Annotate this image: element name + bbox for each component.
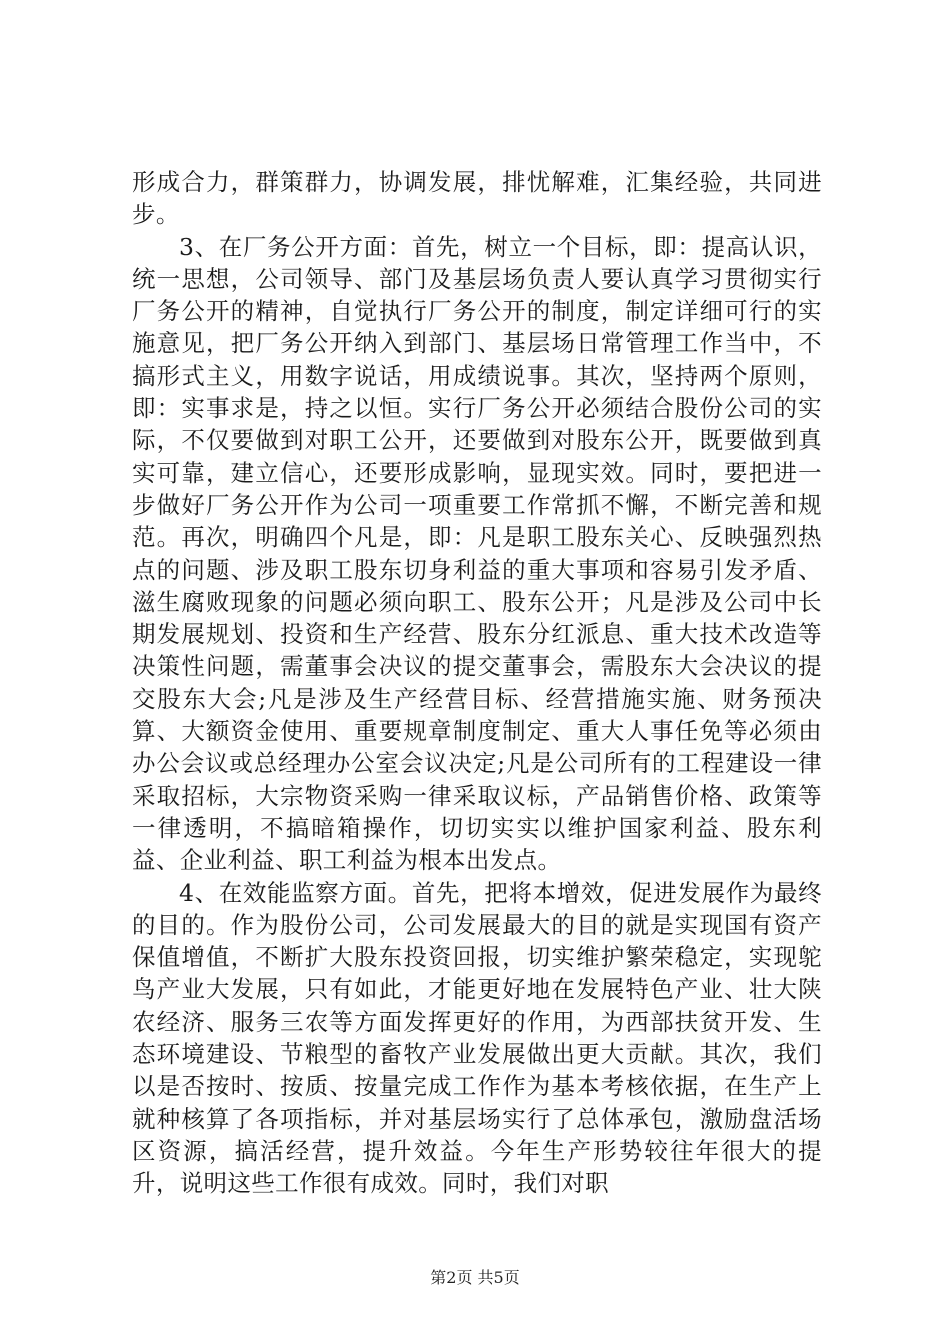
paragraph-continuation: 形成合力，群策群力，协调发展，排忧解难，汇集经验，共同进步。 xyxy=(132,168,822,229)
page-footer: 第2页 共5页 xyxy=(430,1268,520,1287)
document-body xyxy=(132,166,822,1200)
paragraph-factory-affairs-disclosure: 3、在厂务公开方面：首先，树立一个目标，即：提高认识，统一思想，公司领导、部门及基层场负责人要认真学习贯彻实行厂务公开的精神，自觉执行厂务公开的制度，制定详细可行的实施意见，把厂务公开纳入到部门、基层场日常管理工作当中，不搞形式主义，用数字说话，用成绩说事。其次，坚持两个原则，即：实事求是，持之以恒。实行厂务公开必须结合股份公司的实际，不仅要做到对职工公开，还要做到对股东公开，既要做到真实可靠，建立信心，还要形成影响，显现实效。同时，要把进一步做好厂务公开作为公司一项重要工作常抓不懈，不断完善和规范。再次，明确四个凡是，即：凡是职工股东关心、反映强烈热点的问题、涉及职工股东切身利益的重大事项和容易引发矛盾、滋生腐败现象的问题必须向职工、股东公开；凡是涉及公司中长期发展规划、投资和生产经营、股东分红派息、重大技术改造等决策性问题，需董事会决议的提交董事会，需股东大会决议的提交股东大会;凡是涉及生产经营目标、经营措施实施、财务预决算、大额资金使用、重要规章制度制定、重大人事任免等必须由办公会议或总经理办公室会议决定;凡是公司所有的工程建设一律采取招标，大宗物资采购一律采取议标，产品销售价格、政策等一律透明，不搞暗箱操作，切切实实以维护国家利益、股东利益、企业利益、职工利益为根本出发点。 xyxy=(132,232,822,875)
paragraph-efficiency-supervision: 4、在效能监察方面。首先，把将本增效，促进发展作为最终的目的。作为股份公司，公司发展最大的目的就是实现国有资产保值增值，不断扩大股东投资回报，切实维护繁荣稳定，实现鸵鸟产业大发展，只有如此，才能更好地在发展特色产业、壮大陕农经济、服务三农等方面发挥更好的作用，为西部扶贫开发、生态环境建设、节粮型的畜牧产业发展做出更大贡献。其次，我们以是否按时、按质、按量完成工作作为基本考核依据，在生产上就种核算了各项指标，并对基层场实行了总体承包，激励盘活场区资源，搞活经营，提升效益。今年生产形势较往年很大的提升，说明这些工作很有成效。同时，我们对职 xyxy=(132,878,822,1198)
